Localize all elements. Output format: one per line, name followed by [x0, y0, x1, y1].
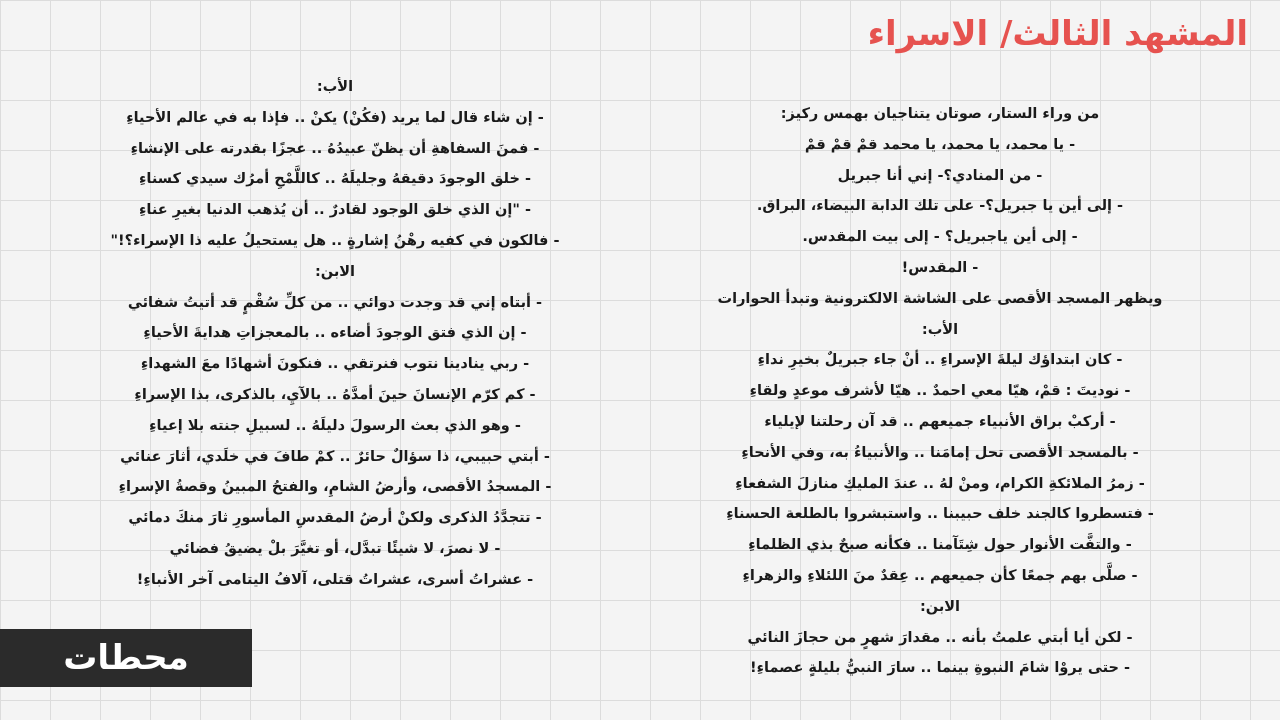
- left-text-column: [85, 72, 585, 596]
- text-line: - إن شاء قال لما يريد (فكُنْ) يكنْ .. فإذا به في عالم الأحياءِ: [126, 109, 544, 126]
- speaker-label: الابن:: [919, 598, 961, 615]
- page-title: المشهد الثالث/ الاسراء: [867, 14, 1248, 54]
- text-line: - من المنادي؟- إني أنا جبريل: [837, 167, 1043, 184]
- text-line: - إلى أين يا جبريل؟- على تلك الدابة البيضاء، البراق.: [756, 198, 1124, 215]
- text-line: - ربي ينادينا نتوب فنرتقي .. فنكونَ أشهادًا معَ الشهداءِ: [140, 356, 530, 373]
- text-line: - تتجدَّدُ الذكرى ولكنْ أرضُ المقدسِ المأسورِ ثارَ منكَ دمائي: [128, 510, 542, 527]
- right-text-column: [690, 99, 1190, 684]
- text-line: - المقدس!: [901, 259, 979, 276]
- text-line: - نوديتَ : قمْ، هيّا معي احمدٌ .. هيّا لأشرف موعدٍ ولقاءِ: [749, 383, 1131, 400]
- text-line: - إلى أين ياجبريل؟ - إلى بيت المقدس.: [802, 229, 1078, 246]
- text-line: - صلَّى بهم جمعًا كأن جميعهم .. عِقدٌ منَ اللئلاءِ والزهراءِ: [742, 567, 1138, 584]
- text-line: - حتى يروْا شامَ النبوةِ بينما .. سارَ النبيُّ بليلةٍ عصماءِ!: [749, 660, 1131, 677]
- text-line: - أبتي حبيبي، ذا سؤالٌ حائرٌ .. كمْ طافَ في خلَدي، أثارَ عنائي: [120, 448, 550, 465]
- text-line: - زمرُ الملائكةِ الكرام، ومنْ لهُ .. عندَ المليكِ منازلَ الشفعاءِ: [735, 475, 1145, 492]
- text-line: - كان ابتداؤك ليلةَ الإسراءِ .. أنْ جاء جبريلٌ بخيرِ نداءِ: [757, 352, 1123, 369]
- text-line: - لا نصرَ، لا شيئًا تبدَّل، أو تغيَّرَ بلْ يضيقُ فضائي: [169, 540, 501, 557]
- text-line: - فمنَ السفاهةِ أن يظنّ عبيدُهُ .. عجزًا بقدرته على الإنشاءِ: [130, 140, 540, 157]
- text-line: - "إن الذي خلق الوجود لقادرٌ .. أن يُذهب الدنيا بغيرِ عناءِ: [138, 202, 531, 219]
- text-line: - المسجدُ الأقصى، وأرضُ الشامِ، والفتحُ المبينُ وقصةُ الإسراءِ: [118, 479, 552, 496]
- text-line: - كم كرّم الإنسانَ حينَ أمدَّهُ .. بالآيِ، بالذكرى، بذا الإسراءِ: [134, 386, 536, 403]
- text-line: - والتفَّت الأنوار حول شِتَآمنا .. فكأنه صبحٌ بذي الظلماءِ: [748, 537, 1132, 554]
- speaker-label: الأب:: [921, 321, 959, 338]
- text-line: - إن الذي فتق الوجودَ أضاءه .. بالمعجزاتِ هدايةَ الأحياءِ: [143, 325, 527, 342]
- text-line: - خلق الوجودَ دقيقهُ وجليلَهُ .. كاللَّمْحِ أمرُك سيدي كسناءِ: [139, 171, 531, 188]
- speaker-label: الابن:: [314, 263, 356, 280]
- speaker-label: الأب:: [316, 79, 354, 95]
- brand-badge: محطات: [0, 629, 252, 687]
- text-line: ويظهر المسجد الأقصى على الشاشة الالكترونية وتبدأ الحوارات: [717, 290, 1163, 307]
- text-line: - أبتاه إني قد وجدت دوائي .. من كلِّ سُقْمٍ قد أتيتُ شفائي: [127, 294, 543, 311]
- text-line: - عشراتُ أسرى، عشراتُ قتلى، آلافُ اليتامى آخر الأنباءِ!: [136, 571, 534, 588]
- text-line: - أركبْ براق الأنبياء جميعهم .. قد آن رحلتنا لإيلياء: [764, 413, 1116, 430]
- text-line: - فتسطروا كالجند خلف حبيبنا .. واستبشروا بالطلعة الحسناءِ: [726, 506, 1154, 523]
- text-line: - وهو الذي بعث الرسولَ دليلَهُ .. لسبيلِ جنته بلا إعياءِ: [149, 417, 521, 434]
- text-line: - بالمسجد الأقصى تحل إمامَنا .. والأنبياءُ به، وفي الأنحاءِ: [741, 444, 1139, 461]
- text-line: من وراء الستار، صوتان يتناجيان بهمس ركيز:: [780, 106, 1100, 122]
- text-line: - يا محمد، يا محمد، يا محمد قمْ قمْ قمْ: [804, 136, 1076, 153]
- text-line: - لكن أيا أبتي علمتُ بأنه .. مقدارَ شهرٍ من حجازَ النائي: [747, 629, 1133, 646]
- text-line: - فالكون في كفيه رهْنُ إشارةٍ .. هل يستحيلُ عليه ذا الإسراء؟!": [110, 232, 560, 249]
